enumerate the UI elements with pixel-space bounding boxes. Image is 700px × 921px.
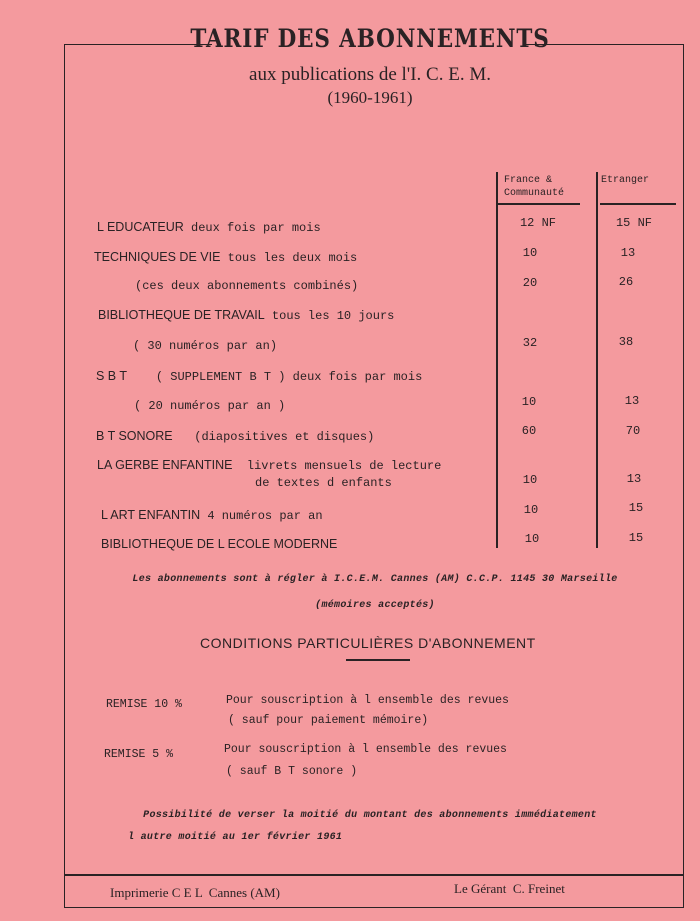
- row-name: S B T: [96, 369, 128, 383]
- discount-line1: Pour souscription à l ensemble des revues: [224, 743, 507, 756]
- row-name: TECHNIQUES DE VIE: [94, 250, 221, 264]
- table-row: [96, 429, 374, 444]
- table-row: [97, 458, 441, 473]
- row-value-france: 32: [522, 336, 538, 350]
- page-subtitle: aux publications de l'I. C. E. M.: [249, 64, 491, 85]
- row-value-france: 20: [522, 276, 538, 290]
- row-value-etranger: 13: [624, 394, 640, 408]
- payment-note: Les abonnements sont à régler à I.C.E.M. Cannes (AM) C.C.P. 1145 30 Marseille: [132, 574, 618, 585]
- row-desc: livrets mensuels de lecture: [246, 459, 442, 473]
- discount-line1: Pour souscription à l ensemble des revues: [226, 694, 509, 707]
- row-desc: de textes d enfants: [255, 476, 392, 490]
- row-desc: (diapositives et disques): [194, 430, 375, 444]
- possibility-line1: Possibilité de verser la moitié du montant des abonnements immédiatement: [143, 810, 597, 821]
- row-value-france: 12 NF: [519, 216, 556, 230]
- column-divider-middle: [596, 172, 598, 548]
- discount-line2: ( sauf B T sonore ): [226, 765, 358, 778]
- footer-printer: Imprimerie C E L Cannes (AM): [110, 885, 280, 900]
- row-name: BIBLIOTHEQUE DE TRAVAIL: [98, 308, 265, 322]
- column-header-rule-etranger: [600, 203, 676, 205]
- column-header-france: France & Communauté: [504, 175, 565, 199]
- discount-line2: ( sauf pour paiement mémoire): [228, 714, 429, 727]
- row-name: L ART ENFANTIN: [101, 508, 201, 522]
- row-desc: ( 20 numéros par an ): [134, 399, 286, 413]
- footer-manager: Le Gérant C. Freinet: [454, 881, 565, 896]
- payment-note-memoires: (mémoires acceptés): [315, 600, 435, 611]
- table-row: [101, 537, 337, 552]
- table-row: [94, 250, 357, 265]
- table-row: [133, 339, 277, 353]
- row-name: LA GERBE ENFANTINE: [97, 458, 233, 472]
- conditions-underline: [346, 659, 410, 661]
- row-value-etranger: 13: [620, 246, 636, 260]
- row-value-etranger: 15: [628, 501, 644, 515]
- row-value-etranger: 38: [618, 335, 634, 349]
- table-row: [98, 308, 394, 323]
- page-title: TARIF DES ABONNEMENTS: [190, 24, 550, 53]
- row-value-france: 60: [521, 424, 537, 438]
- row-value-etranger: 15: [628, 531, 644, 545]
- row-value-france: 10: [523, 503, 539, 517]
- row-desc: tous les deux mois: [227, 251, 358, 265]
- row-value-etranger: 26: [618, 275, 634, 289]
- discount-label: REMISE 5 %: [104, 748, 174, 761]
- row-value-france: 10: [524, 532, 540, 546]
- row-value-etranger: 70: [625, 424, 641, 438]
- conditions-title: CONDITIONS PARTICULIÈRES D'ABONNEMENT: [200, 635, 536, 651]
- table-row: [96, 369, 422, 384]
- table-row: [97, 220, 321, 235]
- possibility-line2: l autre moitié au 1er février 1961: [128, 832, 343, 843]
- table-row: [255, 476, 392, 490]
- row-desc: 4 numéros par an: [207, 509, 323, 523]
- row-desc: (ces deux abonnements combinés): [135, 279, 359, 293]
- row-name: BIBLIOTHEQUE DE L ECOLE MODERNE: [101, 537, 338, 551]
- row-value-etranger: 15 NF: [615, 216, 652, 230]
- discount-label: REMISE 10 %: [106, 698, 182, 711]
- row-value-etranger: 13: [626, 472, 642, 486]
- row-desc: ( SUPPLEMENT B T ) deux fois par mois: [155, 370, 423, 384]
- column-header-rule-france: [496, 203, 580, 205]
- column-divider-left: [496, 172, 498, 548]
- table-row: [101, 508, 323, 523]
- row-value-france: 10: [522, 473, 538, 487]
- table-row: [134, 399, 285, 413]
- footer-rule: [64, 874, 684, 876]
- row-desc: deux fois par mois: [191, 221, 321, 235]
- row-name: L EDUCATEUR: [97, 220, 184, 234]
- column-header-etranger: Etranger: [601, 175, 650, 186]
- row-value-france: 10: [522, 246, 538, 260]
- row-desc: tous les 10 jours: [271, 309, 395, 323]
- row-name: B T SONORE: [96, 429, 173, 443]
- page-years: (1960-1961): [327, 88, 413, 107]
- row-value-france: 10: [521, 395, 537, 409]
- table-row: [135, 279, 358, 293]
- row-desc: ( 30 numéros par an): [133, 339, 278, 353]
